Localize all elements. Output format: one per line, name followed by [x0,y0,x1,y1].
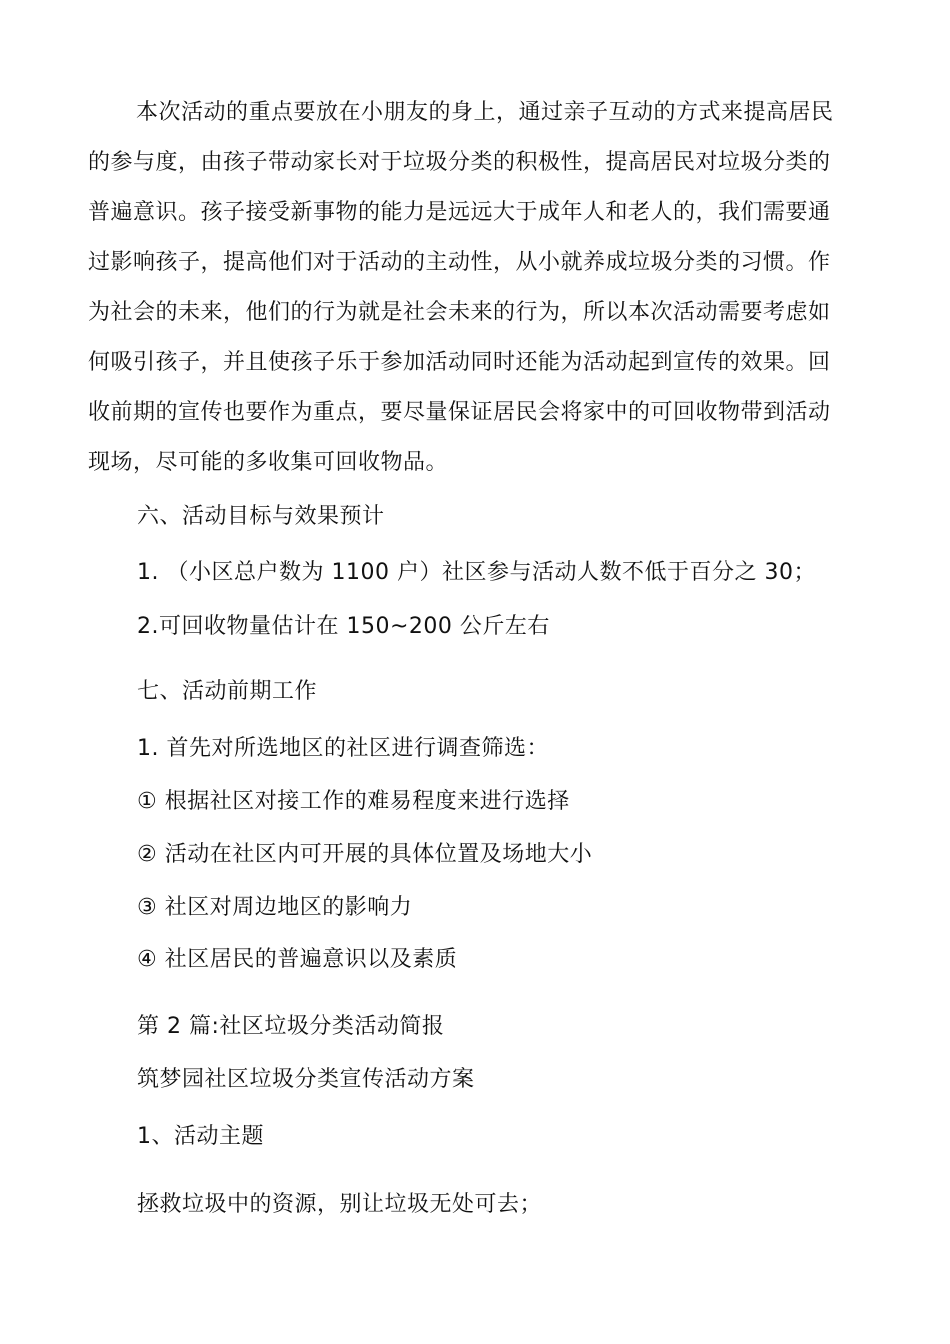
sub-list-item: ② 活动在社区内可开展的具体位置及场地大小 [137,842,593,867]
list-item: 1. 首先对所选地区的社区进行调查筛选： [137,736,549,761]
paragraph-line: 普遍意识。孩子接受新事物的能力是远远大于成年人和老人的，我们需要通 [88,200,831,225]
paragraph-line: 收前期的宣传也要作为重点，要尽量保证居民会将家中的可回收物带到活动 [88,400,831,425]
sub-list-item: ① 根据社区对接工作的难易程度来进行选择 [137,789,570,814]
sub-list-item: ③ 社区对周边地区的影响力 [137,895,413,920]
article-title: 第 2 篇:社区垃圾分类活动简报 [137,1014,445,1039]
paragraph-line: 为社会的未来，他们的行为就是社会未来的行为，所以本次活动需要考虑如 [88,300,831,325]
paragraph-line: 现场，尽可能的多收集可回收物品。 [88,450,449,475]
section-heading: 1、活动主题 [137,1124,264,1149]
paragraph-line: 的参与度，由孩子带动家长对于垃圾分类的积极性，提高居民对垃圾分类的 [88,150,831,175]
paragraph-line: 过影响孩子，提高他们对于活动的主动性，从小就养成垃圾分类的习惯。作 [88,250,831,275]
paragraph-line: 何吸引孩子，并且使孩子乐于参加活动同时还能为活动起到宣传的效果。回 [88,350,831,375]
section-heading: 七、活动前期工作 [137,679,318,704]
list-item: 2.可回收物量估计在 150~200 公斤左右 [137,614,550,639]
body-text: 拯救垃圾中的资源，别让垃圾无处可去； [137,1192,543,1217]
paragraph-line: 本次活动的重点要放在小朋友的身上，通过亲子互动的方式来提高居民 [136,100,834,125]
article-subtitle: 筑梦园社区垃圾分类宣传活动方案 [137,1067,475,1092]
list-item: 1. （小区总户数为 1100 户）社区参与活动人数不低于百分之 30； [137,560,816,585]
section-heading: 六、活动目标与效果预计 [137,504,385,529]
body-paragraph [88,96,864,496]
sub-list-item: ④ 社区居民的普遍意识以及素质 [137,947,458,972]
